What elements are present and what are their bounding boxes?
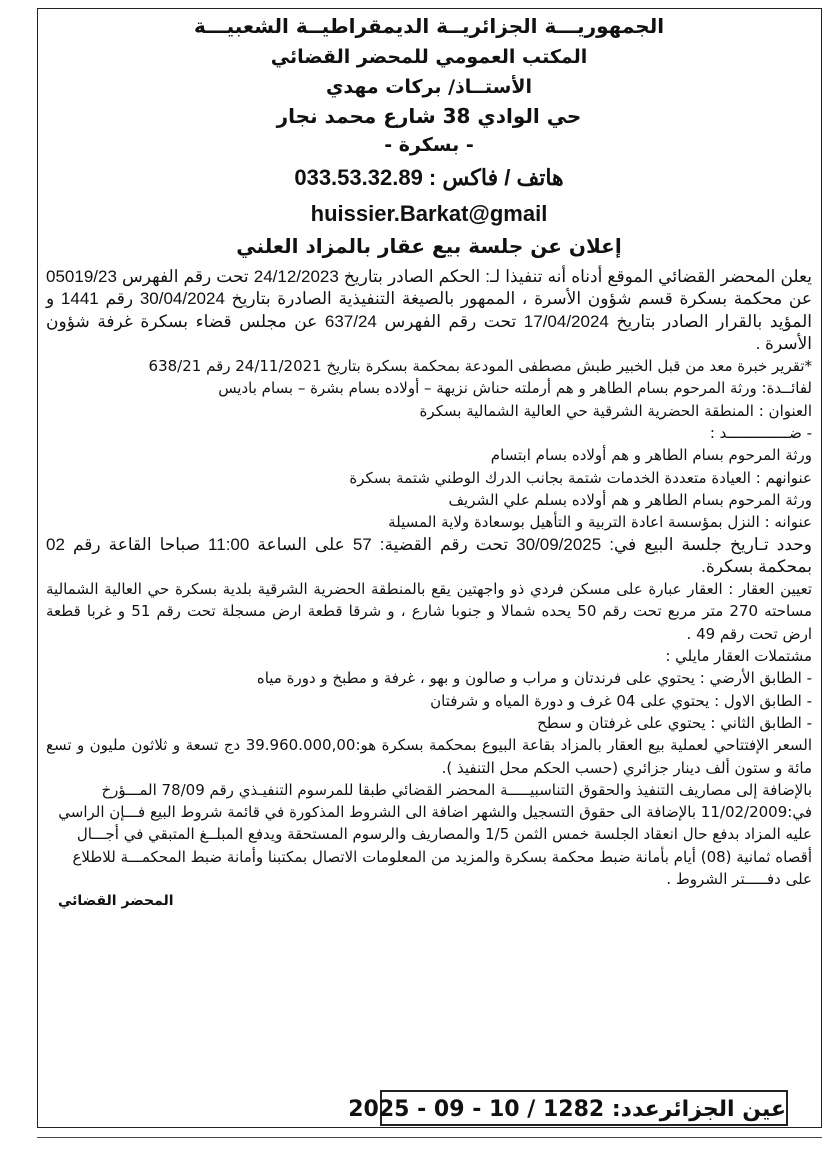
sale-session-date: وحدد تـاريخ جلسة البيع في: 30/09/2025 تحت رقم القضية: 57 على الساعة 11:00 صباحا القاعة رقم 02 بمحكمة بسكرة. <box>46 534 812 576</box>
legal-notice <box>40 10 818 913</box>
office-phone: هاتف / فاكس : 033.53.32.89 <box>294 165 564 190</box>
signature: المحضر القضائي <box>58 893 174 910</box>
defendant-1-address: عنوانهم : العيادة متعددة الخدمات شتمة بجانب الدرك الوطني شتمة بسكرة <box>349 468 812 487</box>
expert-report: *تقرير خبرة معد من قبل الخبير طبش مصطفى المودعة بمحكمة بسكرة بتاريخ 24/11/2021 رقم 638/21 <box>148 357 812 376</box>
ground-floor: - الطابق الأرضي : يحتوي على فرندتان و مراب و صالون و بهو ، غرفة و مطبخ و دورة مياه <box>256 669 812 688</box>
beneficiaries-address: العنوان : المنطقة الحضرية الشرقية حي العالية الشمالية بسكرة <box>419 401 812 420</box>
bailiff-name: الأستــاذ/ بركات مهدي <box>325 76 533 98</box>
defendant-2-address: عنوانه : النزل بمؤسسة اعادة التربية و التأهيل بوسعادة ولاية المسيلة <box>388 513 812 532</box>
divider <box>37 1137 822 1138</box>
opening-price: السعر الإفتتاحي لعملية بيع العقار بالمزاد بقاعة البيوع بمحكمة بسكرة هو:39.960.000,00 دج تسعة و ثلاثون مليون و تسع مائة و ستون ألف دينار جزائري (حسب الحكم محل التنفيذ ). <box>46 736 812 777</box>
payment-deadline: أقصاه ثمانية (08) أيام بأمانة ضبط محكمة بسكرة والمزيد من المعلومات الاتصال بمكتبنا وأمانة ضبط المحكمـــة للاطلاع <box>72 847 812 866</box>
judgment-reference: يعلن المحضر القضائي الموقع أدناه أنه تنفيذا لـ: الحكم الصادر بتاريخ 24/12/2023 تحت رقم الفهرس 05019/23 عن محكمة بسكرة قسم شؤون الأسرة ، الممهور بالصيغة التنفيذية الصادرة بتاريخ 30/04/2024 رقم 1441 و المؤيد بالقرار الصادر بتاريخ 17/04/2024 تحت رقم الفهرس 637/24 عن مجلس قضاء بسكرة غرفة شؤون الأسرة . <box>46 267 813 353</box>
office-address: حي الوادي 38 شارع محمد نجار <box>276 104 582 128</box>
conditions-book: على دفـــــتر الشروط . <box>666 870 812 889</box>
execution-fees: بالإضافة إلى مصاريف التنفيذ والحقوق التناسبيـــــة المحضر القضائي طبقا للمرسوم التنفيـذي رقم 78/09 المـــؤرخ <box>101 780 812 799</box>
office-city: - بسكرة - <box>384 134 474 156</box>
notice-body <box>40 260 818 913</box>
notice-title: إعلان عن جلسة بيع عقار بالمزاد العلني <box>236 234 622 258</box>
office-email: huissier.Barkat@gmail <box>310 201 548 226</box>
defendant-2: ورثة المرحوم بسام الطاهر و هم أولاده بسلم علي الشريف <box>448 490 812 509</box>
property-description: تعيين العقار : العقار عبارة على مسكن فردي ذو واجهتين يقع بالمنطقة الحضرية الشرقية بلدية بسكرة حي العالية الشمالية مساحته 270 متر مربع تحت رقم 50 يحده شمالا و جنوبا شارع ، و شرقا قطعة ارض مسجلة تحت رقم 51 و غربا قطعة ارض تحت رقم 49 . <box>46 580 813 643</box>
first-floor: - الطابق الاول : يحتوي على 04 غرف و دورة المياه و شرفتان <box>430 691 812 710</box>
beneficiaries: لفائــدة: ورثة المرحوم بسام الطاهر و هم أرملته حناش نزيهة – أولاده بسام بشرة – بسام باديس <box>218 379 812 398</box>
against-label: - ضــــــــــــــد : <box>709 424 812 443</box>
defendant-1: ورثة المرحوم بسام الطاهر و هم أولاده بسام ابتسام <box>490 446 812 465</box>
payment-terms: عليه المزاد بدفع حال انعقاد الجلسة خمس الثمن 1/5 والمصاريف والرسوم المستحقة ويدفع المبلــغ المتبقي في أجـــال <box>76 825 812 844</box>
second-floor: - الطابق الثاني : يحتوي على غرفتان و سطح <box>537 713 812 732</box>
property-contents-label: مشتملات العقار مايلي : <box>665 647 812 666</box>
publication-stamp: عين الجزائرعدد: 1282 / 10 - 09 - 2025 <box>380 1090 788 1126</box>
republic-heading: الجمهوريـــة الجزائريــة الديمقراطيــة الشعبيـــة <box>193 14 665 38</box>
office-heading: المكتب العمومي للمحضر القضائي <box>270 46 588 68</box>
registration-fees: في:11/02/2009 بالإضافة الى حقوق التسجيل والشهر اضافة الى الشروط المذكورة في قائمة شروط البيع فـــإن الراسي <box>58 803 812 822</box>
